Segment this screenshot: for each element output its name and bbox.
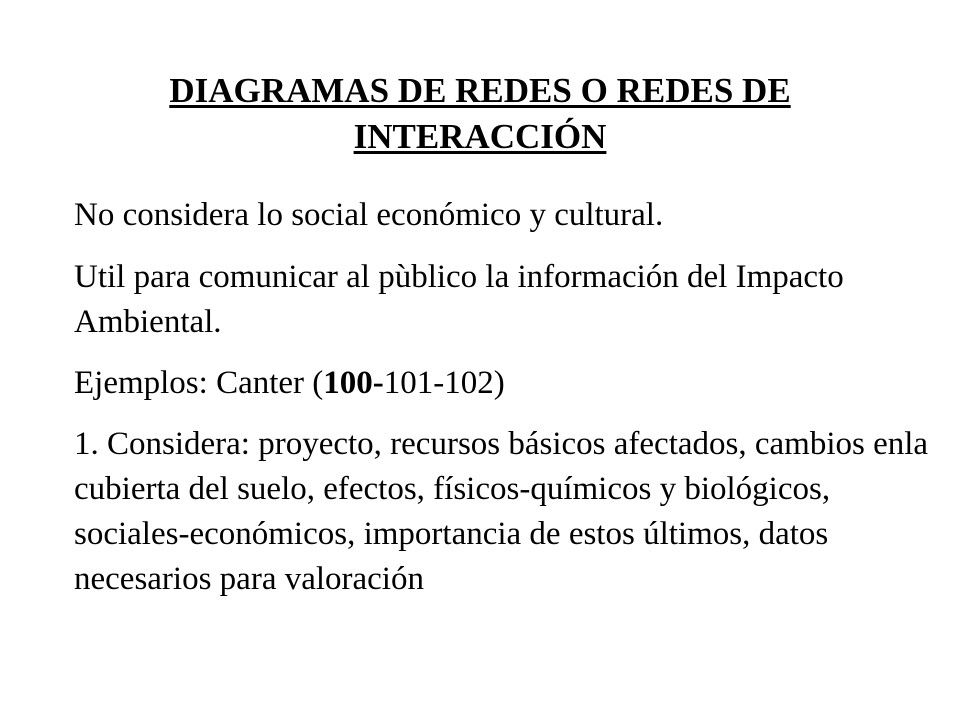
slide-title: DIAGRAMAS DE REDES O REDES DE INTERACCIÓN: [169, 71, 791, 156]
paragraph-3: [74, 361, 934, 406]
paragraph-3-suffix: 101-102): [383, 365, 505, 401]
paragraph-3-bold: 100-: [323, 365, 384, 401]
paragraph-1: No considera lo social económico y cultural.: [74, 197, 664, 233]
paragraph-2: Util para comunicar al pùblico la información del Impacto Ambiental.: [74, 259, 844, 340]
paragraph-4: 1. Considera: proyecto, recursos básicos afectados, cambios enla cubierta del suelo, efectos, físicos-químicos y biológicos, sociales-económicos, importancia de estos últimos, datos necesarios para valoración: [74, 426, 929, 597]
slide-body: [74, 193, 934, 618]
paragraph-3-prefix: Ejemplos: Canter (: [74, 365, 324, 401]
